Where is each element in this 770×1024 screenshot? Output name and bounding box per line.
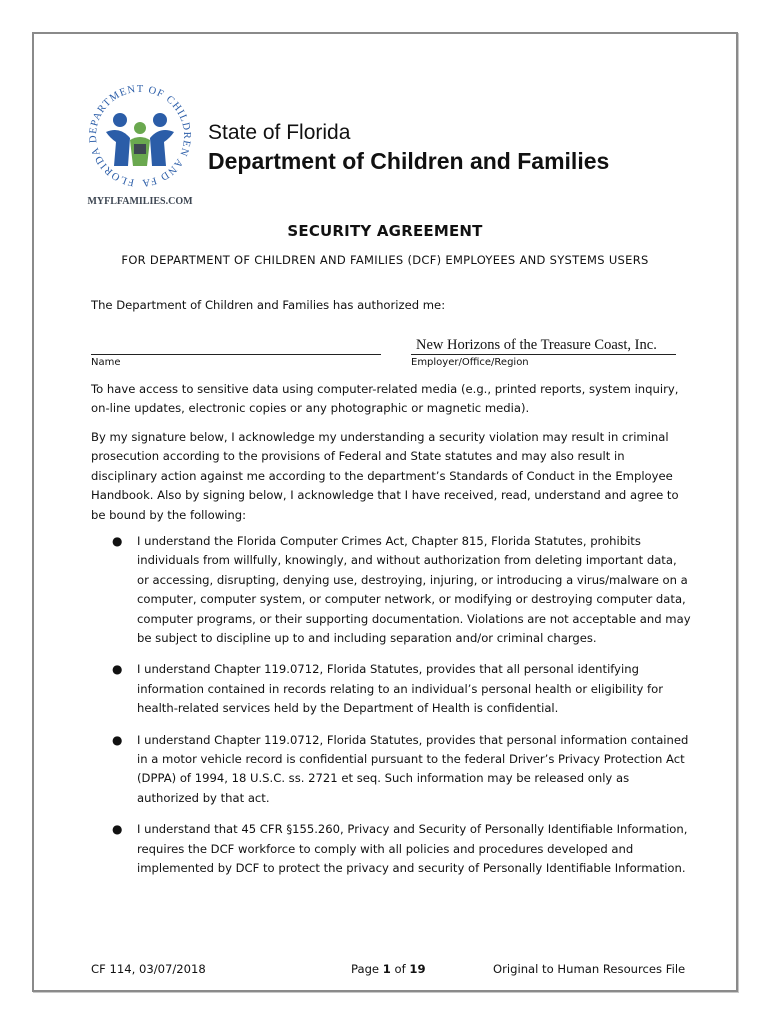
page-number xyxy=(351,962,426,976)
distribution-note: Original to Human Resources File xyxy=(493,962,686,976)
page-of: of xyxy=(394,962,406,976)
name-underline xyxy=(91,354,381,355)
authorization-statement: The Department of Children and Families has authorized me: xyxy=(91,298,446,312)
list-item-text: I understand that 45 CFR §155.260, Privacy and Security of Personally Identifiable Information, requires the DCF workforce to comply with all policies and procedures developed and implemented by DCF to protect the privacy and security of Personally Identifiable Information. xyxy=(137,822,688,876)
page-current: 1 xyxy=(382,962,391,976)
list-item-text: I understand the Florida Computer Crimes Act, Chapter 815, Florida Statutes, prohibits individuals from willfully, knowingly, and without authorization from deleting important data, or accessing, disrupting, denying use, destroying, injuring, or introducing a virus/malware on a computer, computer system, or computer network, or modifying or destroying computer data, computer programs, or their supporting documentation. Violations are not acceptable and may be subject to discipline up to and including separation and/or criminal charges. xyxy=(137,534,691,646)
state-name: State of Florida xyxy=(208,121,351,144)
employer-field[interactable]: New Horizons of the Treasure Coast, Inc. xyxy=(416,337,657,353)
department-name: Department of Children and Families xyxy=(208,148,610,174)
access-paragraph: To have access to sensitive data using computer-related media (e.g., printed reports, system inquiry, on-line updates, electronic copies or any photographic or magnetic media). xyxy=(91,382,679,416)
form-id: CF 114, 03/07/2018 xyxy=(91,962,206,976)
name-field[interactable] xyxy=(91,337,381,353)
employer-underline xyxy=(411,354,676,355)
bullet-icon: ● xyxy=(112,732,123,747)
list-item xyxy=(91,731,691,809)
logo-site-text: MYFLFAMILIES.COM xyxy=(87,196,193,207)
bullet-icon: ● xyxy=(112,822,123,837)
list-item xyxy=(91,820,691,878)
list-item xyxy=(91,532,691,648)
page-prefix: Page xyxy=(351,962,380,976)
list-item xyxy=(91,660,691,718)
document-title: SECURITY AGREEMENT xyxy=(287,222,483,240)
list-item-text: I understand Chapter 119.0712, Florida Statutes, provides that personal information contained in a motor vehicle record is confidential pursuant to the federal Driver’s Privacy Protection Act (DPPA) of 1994, 18 U.S.C. ss. 2721 et seq. Such information may be released only as authorized by that act. xyxy=(137,732,689,805)
acknowledgement-list xyxy=(91,532,691,891)
bullet-icon: ● xyxy=(112,534,123,548)
acknowledgement-paragraph: By my signature below, I acknowledge my understanding a security violation may result in criminal prosecution according to the provisions of Federal and State statutes and may also result in disciplinary action against me according to the department’s Standards of Conduct in the Employee Handbook. Also by signing below, I acknowledge that I have received, read, understand and agree to be bound by the following: xyxy=(91,430,679,522)
list-item-text: I understand Chapter 119.0712, Florida Statutes, provides that all personal identifying information contained in records relating to an individual’s personal health or eligibility for health-related services held by the Department of Health is confidential. xyxy=(137,662,663,716)
employer-label: Employer/Office/Region xyxy=(411,357,529,368)
logo-ring-text: FLORIDA DEPARTMENT OF CHILDREN AND FA xyxy=(87,84,193,189)
bullet-icon: ● xyxy=(112,662,123,677)
dcf-logo xyxy=(84,84,196,208)
page-total: 19 xyxy=(409,962,426,976)
document-subtitle: FOR DEPARTMENT OF CHILDREN AND FAMILIES (DCF) EMPLOYEES AND SYSTEMS USERS xyxy=(121,253,649,267)
name-label: Name xyxy=(91,357,121,368)
